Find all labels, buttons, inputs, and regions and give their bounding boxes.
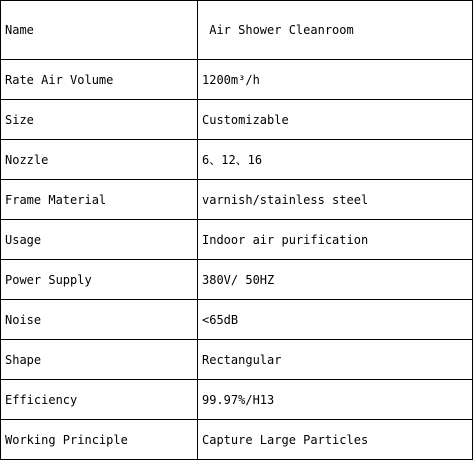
table-row (1, 140, 473, 180)
row-label: Shape (1, 340, 198, 380)
table-row (1, 220, 473, 260)
table-row (1, 380, 473, 420)
table-row (1, 100, 473, 140)
row-value: Customizable (198, 100, 473, 140)
row-label: Efficiency (1, 380, 198, 420)
row-value: Capture Large Particles (198, 420, 473, 460)
table-row (1, 1, 473, 60)
row-value: 99.97%/H13 (198, 380, 473, 420)
table-row (1, 260, 473, 300)
row-label: Rate Air Volume (1, 60, 198, 100)
row-value: Rectangular (198, 340, 473, 380)
row-value: <65dB (198, 300, 473, 340)
row-value: varnish/stainless steel (198, 180, 473, 220)
row-value: 380V/ 50HZ (198, 260, 473, 300)
table-row (1, 420, 473, 460)
row-value: 6、12、16 (198, 140, 473, 180)
row-label: Power Supply (1, 260, 198, 300)
table-row (1, 300, 473, 340)
row-value: 1200m³/h (198, 60, 473, 100)
row-label: Noise (1, 300, 198, 340)
table-row (1, 340, 473, 380)
row-label: Size (1, 100, 198, 140)
table-row (1, 60, 473, 100)
table-row (1, 180, 473, 220)
row-label: Frame Material (1, 180, 198, 220)
row-label: Working Principle (1, 420, 198, 460)
row-value: Indoor air purification (198, 220, 473, 260)
row-value: Air Shower Cleanroom (198, 1, 473, 60)
row-label: Name (1, 1, 198, 60)
row-label: Usage (1, 220, 198, 260)
row-label: Nozzle (1, 140, 198, 180)
